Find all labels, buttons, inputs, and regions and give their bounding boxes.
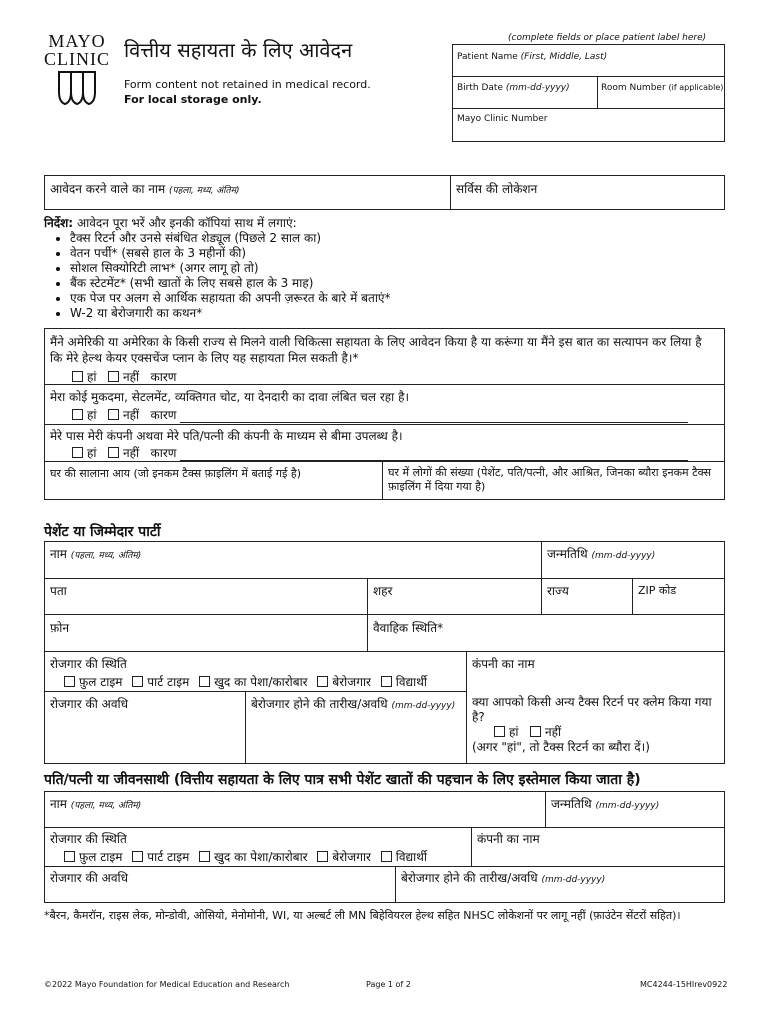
question-lawsuit-answers — [72, 406, 688, 423]
logo-line1: MAYO — [48, 31, 106, 51]
spouse-company-field[interactable]: कंपनी का नाम — [477, 832, 540, 846]
claim-no-checkbox[interactable] — [530, 725, 561, 739]
patient-zip-field[interactable]: ZIP कोड — [638, 584, 677, 597]
footnote: *बैरन, कैमरॉन, राइस लेक, मोन्डोवी, ओसियो, मेनोमोनी, WI, या अल्बर्ट ली MN बिहेवियरल हेल्थ सहित NHSC लोकेशनों पर लागू नहीं (फ़ाउंटेन सेंटरों सहित)। — [44, 909, 681, 922]
question-insurance-answers — [72, 444, 688, 461]
spouse-unemployed-checkbox[interactable] — [317, 850, 371, 864]
page-number: Page 1 of 2 — [366, 980, 411, 989]
patient-name-label: Patient Name — [457, 52, 518, 62]
birth-date-label: Birth Date — [457, 83, 503, 93]
insurance-yes-checkbox[interactable] — [72, 446, 96, 460]
patient-phone-field[interactable]: फ़ोन — [50, 621, 70, 635]
spouse-unemp-date-hint: (mm-dd-yyyy) — [541, 875, 606, 885]
patient-fulltime-checkbox[interactable] — [64, 675, 122, 689]
yes-label: हां — [87, 370, 97, 384]
option-label: फ़ुल टाइम — [79, 675, 123, 689]
option-label: विद्यार्थी — [395, 675, 428, 689]
no-label: नहीं — [122, 370, 140, 384]
list-item: • सोशल सिक्योरिटी लाभ* (अगर लागू हो तो) — [70, 261, 724, 276]
reason-label: कारण — [150, 446, 177, 460]
patient-state-field[interactable]: राज्य — [547, 584, 569, 598]
patient-marital-field[interactable]: वैवाहिक स्थिति* — [373, 621, 444, 635]
form-id: MC4244-15HIrev0922 — [640, 980, 728, 989]
patient-name-field[interactable] — [457, 52, 607, 62]
medicaid-no-checkbox[interactable] — [108, 370, 139, 384]
storage-note: For local storage only. — [124, 93, 262, 106]
applicant-name-field[interactable] — [50, 182, 240, 198]
patient-label-caption: (complete fields or place patient label here) — [508, 33, 707, 43]
patient-student-checkbox[interactable] — [381, 675, 427, 689]
reason-label: कारण — [150, 370, 177, 384]
spouse-name-field[interactable] — [50, 797, 141, 813]
patient-dob-field[interactable] — [547, 547, 655, 563]
spouse-fulltime-checkbox[interactable] — [64, 850, 122, 864]
spouse-section-heading: पति/पत्नी या जीवनसाथी (वित्तीय सहायता के लिए पात्र सभी पेशेंट खातों की पहचान के लिए इस्तेमाल किया जाता है) — [44, 772, 641, 788]
patient-unemp-date-field[interactable] — [251, 697, 455, 713]
option-label: पार्ट टाइम — [147, 850, 190, 864]
logo-line2: CLINIC — [44, 49, 110, 69]
form-title: वित्तीय सहायता के लिए आवेदन — [124, 38, 353, 62]
patient-unemployed-checkbox[interactable] — [317, 675, 371, 689]
patient-city-field[interactable]: शहर — [373, 584, 393, 598]
spouse-name-label: नाम — [50, 797, 67, 811]
patient-address-field[interactable]: पता — [50, 584, 67, 598]
reason-label: कारण — [150, 408, 177, 422]
claim-note: (अगर "हां", तो टैक्स रिटर्न का ब्यौरा दें।) — [472, 740, 650, 754]
household-income-field[interactable]: घर की सालाना आय (जो इनकम टैक्स फ़ाइलिंग में बताई गई है) — [50, 467, 302, 480]
spouse-dob-hint: (mm-dd-yyyy) — [595, 801, 660, 811]
no-label: नहीं — [122, 446, 140, 460]
unemp-date-hint: (mm-dd-yyyy) — [391, 701, 456, 711]
no-label: नहीं — [544, 725, 562, 739]
lawsuit-yes-checkbox[interactable] — [72, 408, 96, 422]
patient-name-hint: (पहला, मध्य, अंतिम) — [70, 551, 142, 561]
patient-emp-duration-field[interactable]: रोजगार की अवधि — [50, 697, 128, 711]
list-item: • एक पेज पर अलग से आर्थिक सहायता की अपनी ज़रूरत के बारे में बताएं* — [70, 291, 724, 306]
list-item: • वेतन पर्ची* (सबसे हाल के 3 महीनों की) — [70, 246, 724, 261]
patient-emp-options — [64, 673, 427, 690]
question-medicaid: मैंने अमेरिकी या अमेरिका के किसी राज्य से मिलने वाली चिकित्सा सहायता के लिए आवेदन किया है या करूंगा या मैंने इस बात का सत्यापन कर लिया है कि मेरे हेल्थ केयर एक्सचेंज प्लान के लिए यह सहायता मिल सकती है।* — [50, 335, 702, 365]
option-label: विद्यार्थी — [395, 850, 428, 864]
claim-question-text: क्या आपको किसी अन्य टैक्स रिटर्न पर क्लेम किया गया है? — [472, 695, 712, 724]
applicant-name-label: आवेदन करने वाले का नाम — [50, 182, 166, 196]
instructions — [44, 216, 724, 321]
claim-question — [472, 695, 720, 755]
household-size-field[interactable]: घर में लोगों की संख्या (पेशेंट, पति/पत्नी, और आश्रित, जिनका ब्यौरा इनकम टैक्स फ़ाइलिंग में दिया गया है) — [388, 466, 712, 493]
service-location-field[interactable]: सर्विस की लोकेशन — [456, 182, 538, 196]
patient-section-heading: पेशेंट या जिम्मेदार पार्टी — [44, 524, 161, 540]
yes-label: हां — [87, 408, 97, 422]
option-label: बेरोजगार — [332, 850, 371, 864]
spouse-dob-label: जन्मतिथि — [551, 797, 592, 811]
unemp-date-label: बेरोजगार होने की तारीख/अवधि — [251, 697, 388, 711]
patient-parttime-checkbox[interactable] — [132, 675, 189, 689]
option-label: फ़ुल टाइम — [79, 850, 123, 864]
patient-dob-hint: (mm-dd-yyyy) — [591, 551, 656, 561]
medicaid-yes-checkbox[interactable] — [72, 370, 96, 384]
option-label: पार्ट टाइम — [147, 675, 190, 689]
instructions-list — [44, 231, 724, 321]
lawsuit-reason-input[interactable] — [180, 411, 688, 423]
patient-name-hint: (First, Middle, Last) — [520, 52, 608, 62]
instructions-text: आवेदन पूरा भरें और इनकी कॉपियां साथ में लगाएं: — [76, 216, 297, 230]
applicant-name-hint: (पहला, मध्य, अंतिम) — [169, 186, 240, 196]
instructions-heading: निर्देश: — [44, 216, 74, 230]
list-item: • टैक्स रिटर्न और उनसे संबंधित शेड्यूल (पिछले 2 साल का) — [70, 231, 724, 246]
list-item: • बैंक स्टेटमेंट* (सभी खातों के लिए सबसे हाल के 3 माह) — [70, 276, 724, 291]
spouse-emp-status-label: रोजगार की स्थिति — [50, 832, 127, 846]
spouse-emp-duration-field[interactable]: रोजगार की अवधि — [50, 871, 128, 885]
lawsuit-no-checkbox[interactable] — [108, 408, 139, 422]
room-number-hint: (if applicable) — [668, 83, 724, 92]
patient-name-label: नाम — [50, 547, 67, 561]
option-label: खुद का पेशा/कारोबार — [214, 675, 308, 689]
spouse-selfemployed-checkbox[interactable] — [199, 850, 307, 864]
copyright: ©2022 Mayo Foundation for Medical Education and Research — [44, 980, 290, 989]
question-medicaid-answers — [72, 368, 688, 385]
spouse-unemp-date-field[interactable] — [401, 871, 605, 887]
question-insurance: मेरे पास मेरी कंपनी अथवा मेरे पति/पत्नी की कंपनी के माध्यम से बीमा उपलब्ध है। — [50, 429, 403, 443]
birth-date-field[interactable] — [457, 83, 570, 93]
question-lawsuit: मेरा कोई मुकदमा, सेटलमेंट, व्यक्तिगत चोट, या देनदारी का दावा लंबित चल रहा है। — [50, 390, 410, 404]
insurance-no-checkbox[interactable] — [108, 446, 139, 460]
spouse-parttime-checkbox[interactable] — [132, 850, 189, 864]
patient-company-field[interactable]: कंपनी का नाम — [472, 657, 535, 671]
spouse-emp-options — [64, 848, 427, 865]
spouse-unemp-date-label: बेरोजगार होने की तारीख/अवधि — [401, 871, 538, 885]
spouse-name-hint: (पहला, मध्य, अंतिम) — [70, 801, 142, 811]
yes-label: हां — [509, 725, 519, 739]
no-label: नहीं — [122, 408, 140, 422]
spouse-student-checkbox[interactable] — [381, 850, 427, 864]
mayo-clinic-number-field[interactable]: Mayo Clinic Number — [457, 114, 548, 124]
patient-emp-status-label: रोजगार की स्थिति — [50, 657, 127, 671]
patient-selfemployed-checkbox[interactable] — [199, 675, 307, 689]
option-label: बेरोजगार — [332, 675, 371, 689]
retention-note: Form content not retained in medical record. — [124, 78, 371, 91]
shield-icon — [57, 70, 97, 106]
yes-label: हां — [87, 446, 97, 460]
room-number-field[interactable] — [601, 83, 723, 93]
list-item: • W-2 या बेरोजगारी का कथन* — [70, 306, 724, 321]
option-label: खुद का पेशा/कारोबार — [214, 850, 308, 864]
claim-yes-checkbox[interactable] — [494, 725, 518, 739]
room-number-label: Room Number — [601, 83, 666, 93]
patient-name-field[interactable] — [50, 547, 141, 563]
spouse-dob-field[interactable] — [551, 797, 659, 813]
patient-dob-label: जन्मतिथि — [547, 547, 588, 561]
medicaid-reason-input[interactable] — [180, 373, 688, 385]
birth-date-hint: (mm-dd-yyyy) — [505, 83, 570, 93]
mayo-clinic-logo — [44, 32, 110, 110]
insurance-reason-input[interactable] — [180, 449, 688, 461]
